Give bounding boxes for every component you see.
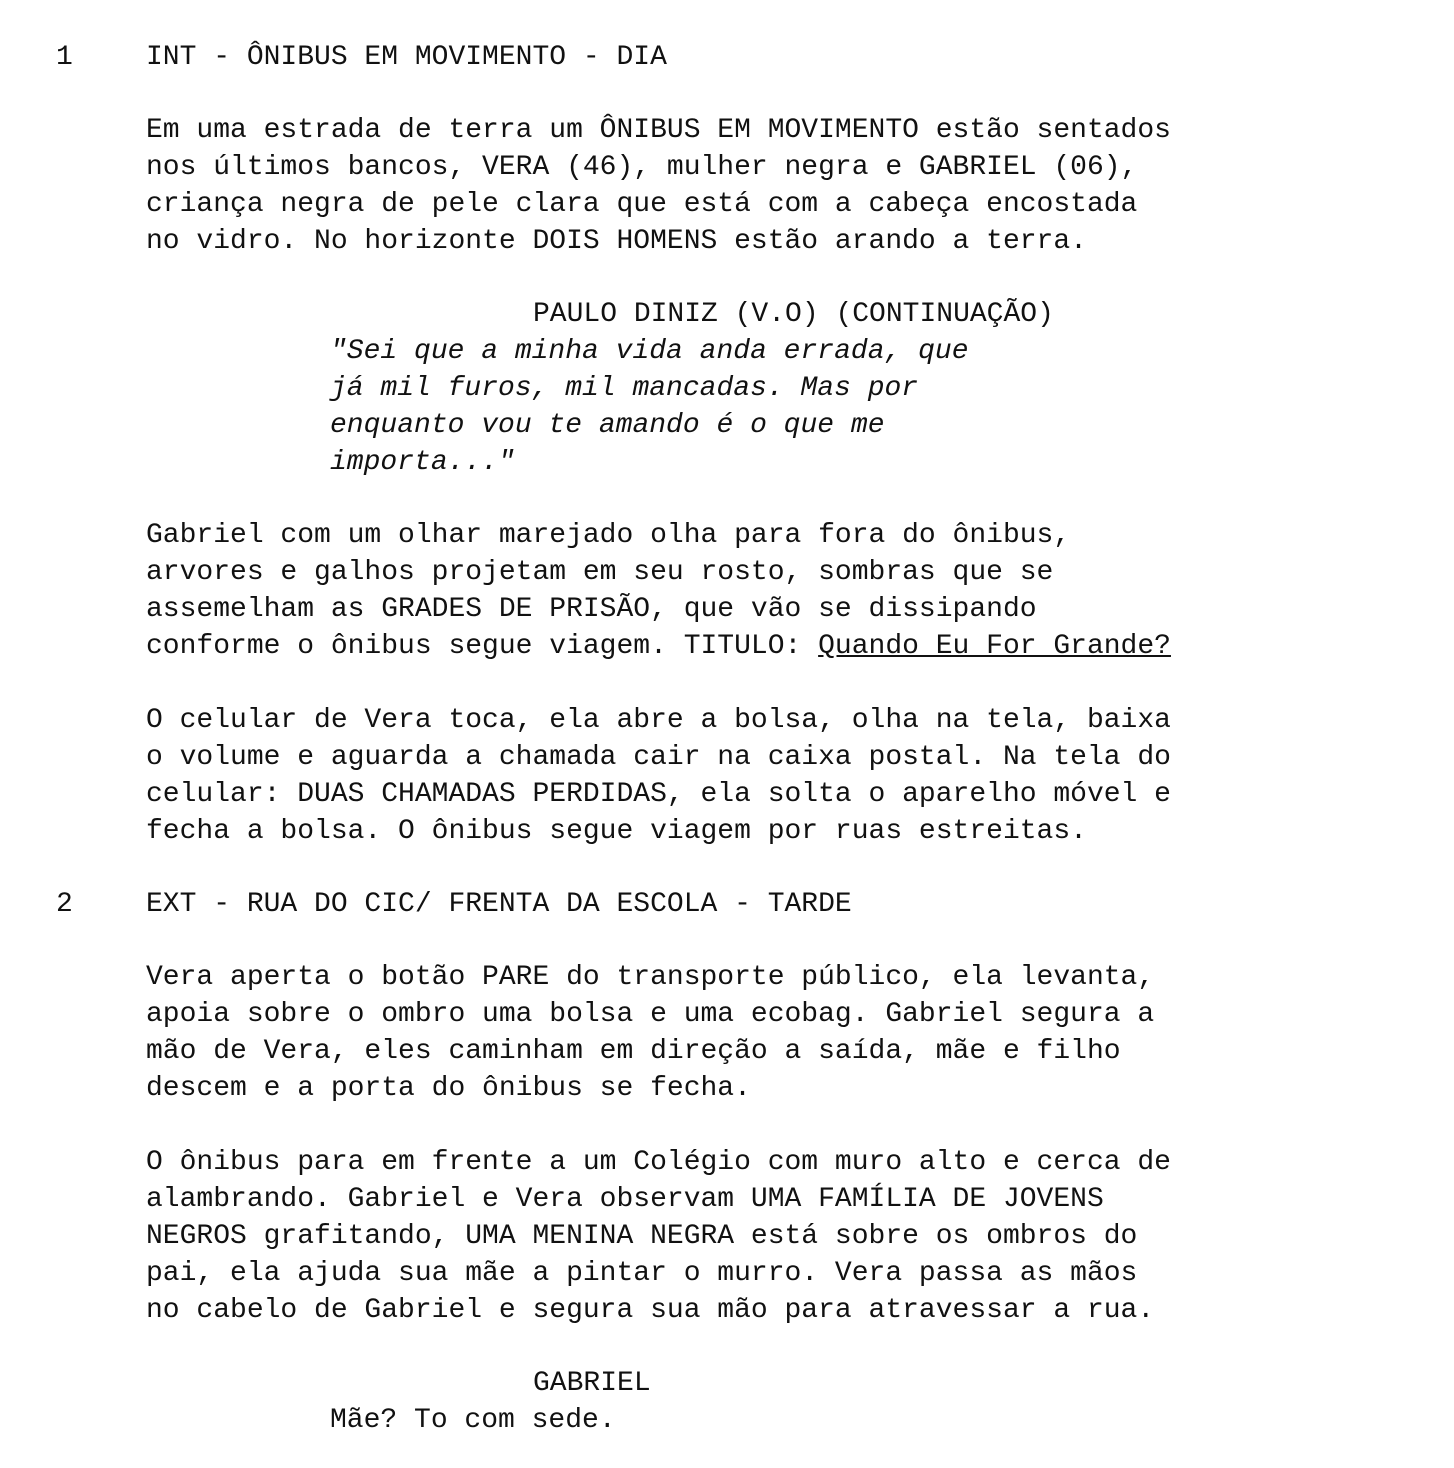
action-line-text: conforme o ônibus segue viagem. TITULO: bbox=[146, 631, 819, 662]
action-line: pai, ela ajuda sua mãe a pintar o murro. Vera passa as mãos bbox=[146, 1258, 1138, 1289]
scene-heading bbox=[0, 886, 1454, 926]
action-line: no vidro. No horizonte DOIS HOMENS estão arando a terra. bbox=[146, 226, 1087, 257]
action-line: no cabelo de Gabriel e segura sua mão para atravessar a rua. bbox=[146, 1295, 1155, 1326]
dialogue-line: já mil furos, mil mancadas. Mas por bbox=[330, 373, 919, 404]
action-line: o volume e aguarda a chamada cair na caixa postal. Na tela do bbox=[146, 742, 1171, 773]
action-line: Vera aperta o botão PARE do transporte público, ela levanta, bbox=[146, 962, 1155, 993]
action-paragraph bbox=[146, 517, 1436, 665]
character-name: PAULO DINIZ (V.O) (CONTINUAÇÃO) bbox=[533, 299, 1054, 330]
scene-number: 1 bbox=[56, 42, 73, 73]
action-line: nos últimos bancos, VERA (46), mulher negra e GABRIEL (06), bbox=[146, 152, 1138, 183]
dialogue-block bbox=[330, 1402, 1130, 1439]
scene-heading bbox=[0, 39, 1454, 79]
action-line: apoia sobre o ombro uma bolsa e uma ecobag. Gabriel segura a bbox=[146, 999, 1155, 1030]
film-title: Quando Eu For Grande? bbox=[818, 631, 1171, 662]
action-line bbox=[146, 628, 1436, 665]
dialogue-line: importa..." bbox=[330, 447, 515, 478]
action-line: O celular de Vera toca, ela abre a bolsa, olha na tela, baixa bbox=[146, 705, 1171, 736]
action-paragraph bbox=[146, 1144, 1436, 1329]
action-line: descem e a porta do ônibus se fecha. bbox=[146, 1073, 751, 1104]
action-paragraph bbox=[146, 959, 1436, 1107]
action-line: Gabriel com um olhar marejado olha para fora do ônibus, bbox=[146, 520, 1071, 551]
action-line: arvores e galhos projetam em seu rosto, sombras que se bbox=[146, 557, 1054, 588]
dialogue-line: Mãe? To com sede. bbox=[330, 1405, 616, 1436]
action-line: NEGROS grafitando, UMA MENINA NEGRA está sobre os ombros do bbox=[146, 1221, 1138, 1252]
action-line: alambrando. Gabriel e Vera observam UMA FAMÍLIA DE JOVENS bbox=[146, 1184, 1104, 1215]
action-line: fecha a bolsa. O ônibus segue viagem por ruas estreitas. bbox=[146, 816, 1087, 847]
scene-number: 2 bbox=[56, 889, 73, 920]
action-line: celular: DUAS CHAMADAS PERDIDAS, ela solta o aparelho móvel e bbox=[146, 779, 1171, 810]
action-line: assemelham as GRADES DE PRISÃO, que vão se dissipando bbox=[146, 594, 1037, 625]
dialogue-line: enquanto vou te amando é o que me bbox=[330, 410, 885, 441]
action-line: mão de Vera, eles caminham em direção a saída, mãe e filho bbox=[146, 1036, 1121, 1067]
dialogue-block bbox=[330, 333, 1130, 481]
dialogue-line: "Sei que a minha vida anda errada, que bbox=[330, 336, 969, 367]
action-line: criança negra de pele clara que está com a cabeça encostada bbox=[146, 189, 1138, 220]
action-paragraph bbox=[146, 112, 1436, 260]
scene-title: EXT - RUA DO CIC/ FRENTA DA ESCOLA - TARDE bbox=[146, 889, 852, 920]
character-name: GABRIEL bbox=[533, 1368, 651, 1399]
action-paragraph bbox=[146, 702, 1436, 850]
scene-title: INT - ÔNIBUS EM MOVIMENTO - DIA bbox=[146, 42, 667, 73]
action-line: O ônibus para em frente a um Colégio com muro alto e cerca de bbox=[146, 1147, 1171, 1178]
action-line: Em uma estrada de terra um ÔNIBUS EM MOVIMENTO estão sentados bbox=[146, 115, 1171, 146]
